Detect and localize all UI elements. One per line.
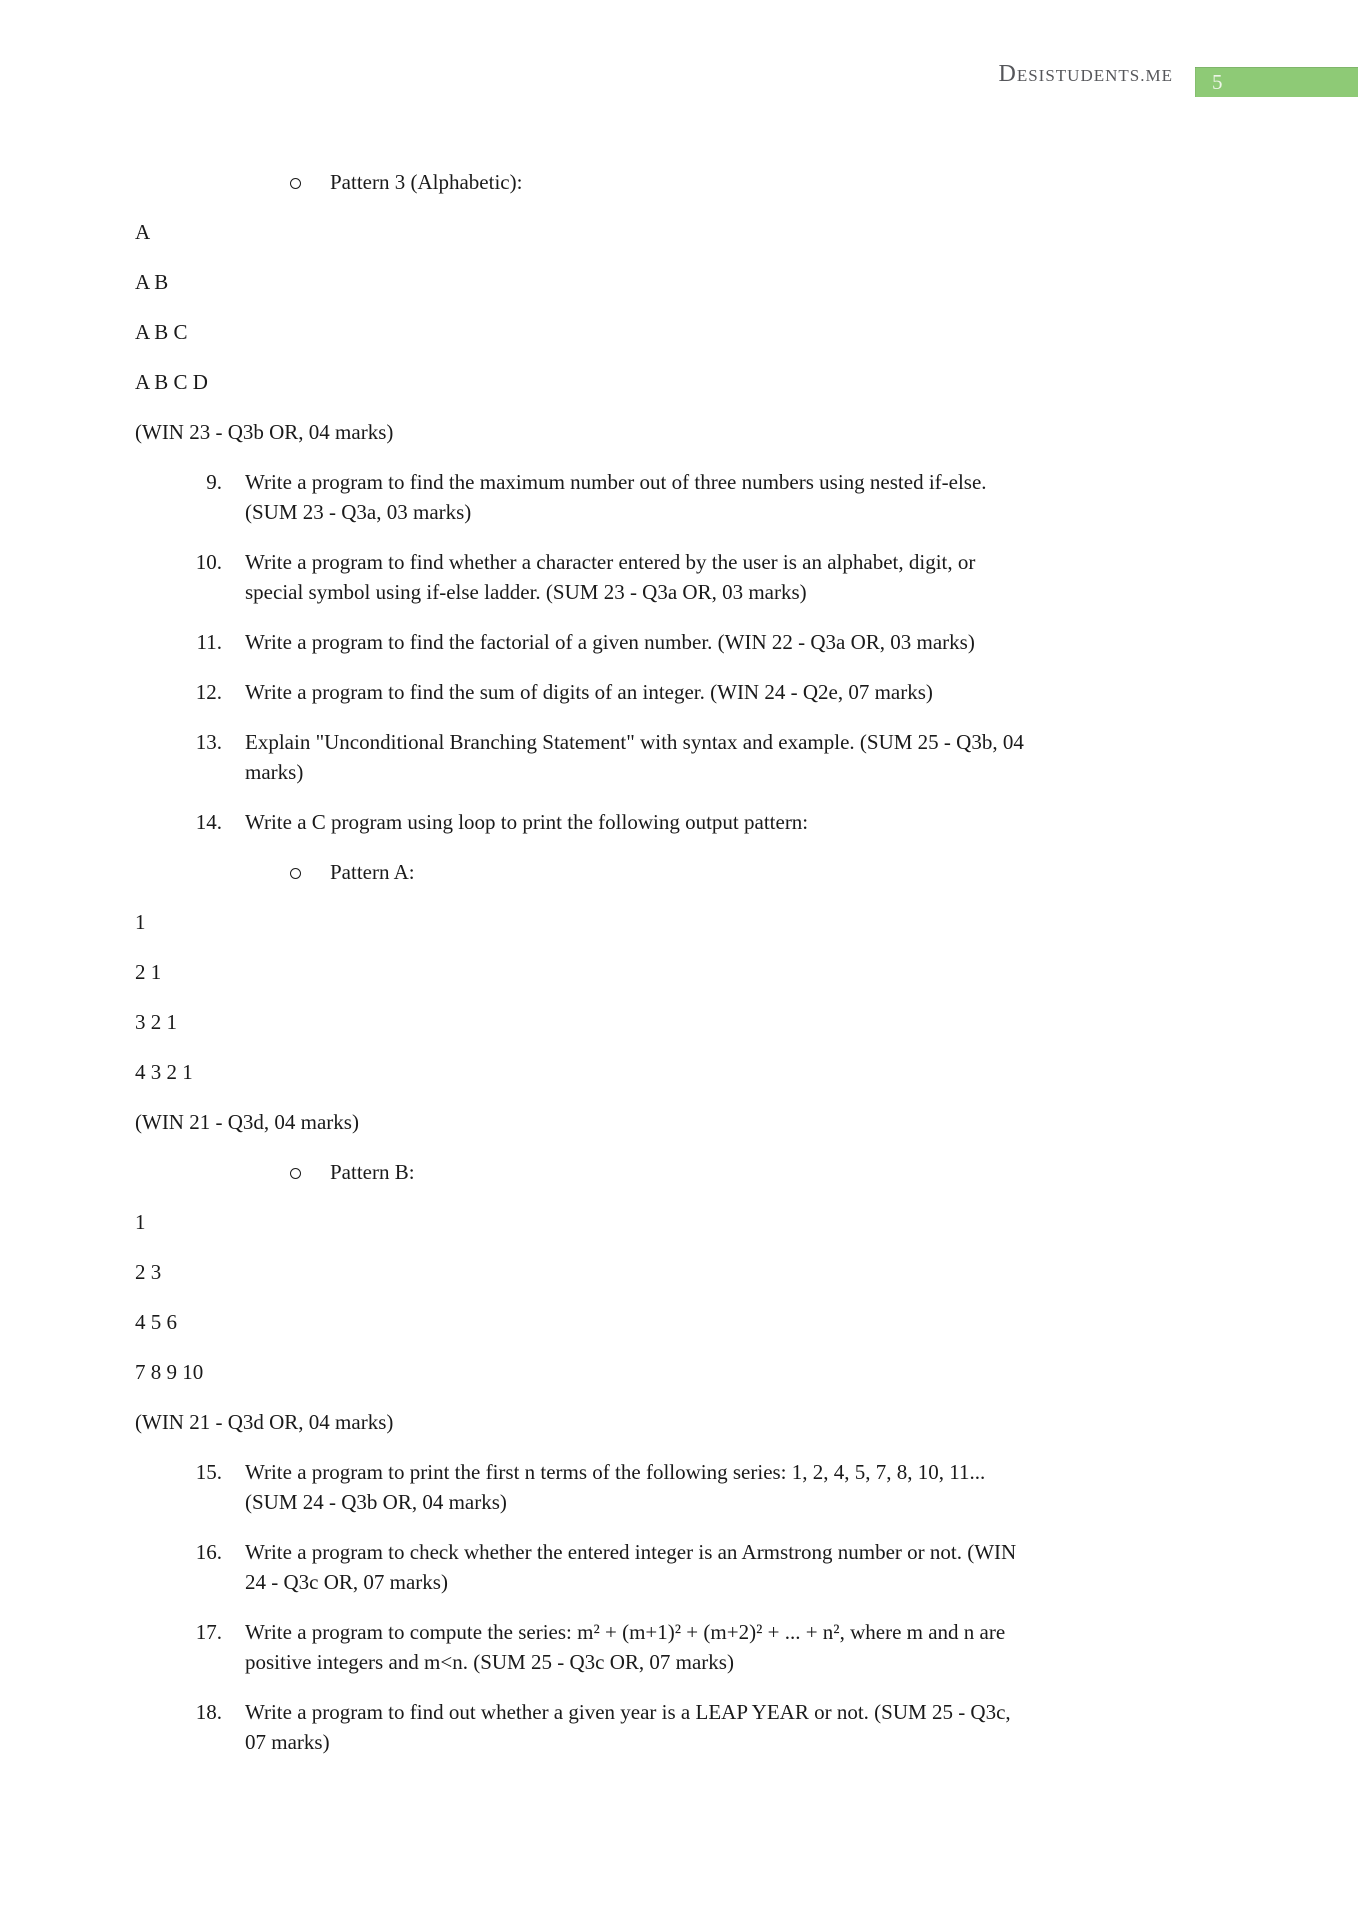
bullet-item-label: Pattern B: [330, 1160, 415, 1184]
question-text [245, 727, 1024, 787]
question-number: 15. [195, 1460, 222, 1484]
pattern-line: 3 2 1 [135, 1010, 177, 1034]
question-item-10 [135, 547, 1238, 607]
question-item-16 [135, 1537, 1238, 1597]
site-brand [999, 61, 1174, 88]
question-text-line: Explain "Unconditional Branching Statement" with syntax and example. (SUM 25 - Q3b, 04 [245, 730, 1024, 754]
marks-note: (WIN 23 - Q3b OR, 04 marks) [135, 420, 394, 444]
pattern-line: 2 1 [135, 960, 162, 984]
question-text-line: Write a program to find the maximum number out of three numbers using nested if-else. [245, 470, 987, 494]
document-content [135, 167, 1238, 1777]
question-number: 18. [195, 1700, 222, 1724]
pattern-line: 4 5 6 [135, 1310, 177, 1334]
bullet-item-pattern-b [290, 1157, 1238, 1187]
question-text [245, 1697, 1011, 1757]
question-text [245, 1537, 1016, 1597]
question-text [245, 547, 975, 607]
question-text [245, 677, 933, 707]
question-text-line: 24 - Q3c OR, 07 marks) [245, 1570, 448, 1594]
question-text-line: Write a C program using loop to print the following output pattern: [245, 810, 809, 834]
question-item-15 [135, 1457, 1238, 1517]
question-item-18 [135, 1697, 1238, 1757]
bullet-cell [290, 857, 330, 887]
site-brand-rest: ESISTUDENTS.ME [1016, 66, 1173, 85]
question-text [245, 1617, 1005, 1677]
pattern-line: A B C [135, 320, 188, 344]
marks-note: (WIN 21 - Q3d OR, 04 marks) [135, 1410, 394, 1434]
question-text [245, 627, 975, 657]
question-number: 16. [195, 1540, 222, 1564]
circle-bullet-icon [290, 1168, 301, 1179]
question-text-line: Write a program to find out whether a given year is a LEAP YEAR or not. (SUM 25 - Q3c, [245, 1700, 1011, 1724]
bullet-item-pattern-a [290, 857, 1238, 887]
question-item-13 [135, 727, 1238, 787]
pattern-line: A B [135, 270, 169, 294]
question-item-11 [135, 627, 1238, 657]
question-number: 9. [206, 470, 222, 494]
bullet-cell [290, 1157, 330, 1187]
question-text-line: Write a program to find the factorial of a given number. (WIN 22 - Q3a OR, 03 marks) [245, 630, 975, 654]
bullet-item-label: Pattern A: [330, 860, 415, 884]
pattern-line: 1 [135, 910, 146, 934]
bullet-cell [290, 167, 330, 197]
bullet-item-label: Pattern 3 (Alphabetic): [330, 170, 523, 194]
pattern-line: A [135, 220, 151, 244]
pattern-line: 4 3 2 1 [135, 1060, 193, 1084]
circle-bullet-icon [290, 868, 301, 879]
pattern-line: A B C D [135, 370, 208, 394]
pattern-line: 1 [135, 1210, 146, 1234]
question-number: 17. [195, 1620, 222, 1644]
question-item-9 [135, 467, 1238, 527]
pattern-line: 2 3 [135, 1260, 162, 1284]
page-number: 5 [1212, 70, 1223, 94]
question-number: 10. [195, 550, 222, 574]
question-number: 14. [195, 810, 222, 834]
question-text-line: (SUM 24 - Q3b OR, 04 marks) [245, 1490, 507, 1514]
question-text-line: Write a program to find whether a character entered by the user is an alphabet, digit, or [245, 550, 976, 574]
question-text [245, 467, 987, 527]
question-item-17 [135, 1617, 1238, 1677]
question-text-line: (SUM 23 - Q3a, 03 marks) [245, 500, 472, 524]
question-text [245, 807, 808, 837]
question-text-line: marks) [245, 760, 304, 784]
question-number: 11. [196, 630, 222, 654]
site-brand-initial: D [998, 61, 1017, 87]
question-text-line: Write a program to compute the series: m² + (m+1)² + (m+2)² + ... + n², where m and n are [245, 1620, 1006, 1644]
question-text-line: special symbol using if-else ladder. (SUM 23 - Q3a OR, 03 marks) [245, 580, 807, 604]
circle-bullet-icon [290, 178, 301, 189]
page-number-bar [1195, 67, 1358, 97]
question-item-14 [135, 807, 1238, 837]
question-text-line: Write a program to print the first n terms of the following series: 1, 2, 4, 5, 7, 8, 10, 11... [245, 1460, 986, 1484]
bullet-item-pattern-3 [290, 167, 1238, 197]
question-text-line: Write a program to find the sum of digits of an integer. (WIN 24 - Q2e, 07 marks) [245, 680, 933, 704]
question-text [245, 1457, 985, 1517]
question-number: 12. [195, 680, 222, 704]
question-text-line: 07 marks) [245, 1730, 330, 1754]
question-text-line: Write a program to check whether the entered integer is an Armstrong number or not. (WIN [245, 1540, 1017, 1564]
marks-note: (WIN 21 - Q3d, 04 marks) [135, 1110, 359, 1134]
question-item-12 [135, 677, 1238, 707]
question-number: 13. [195, 730, 222, 754]
question-text-line: positive integers and m<n. (SUM 25 - Q3c OR, 07 marks) [245, 1650, 734, 1674]
pattern-line: 7 8 9 10 [135, 1360, 204, 1384]
